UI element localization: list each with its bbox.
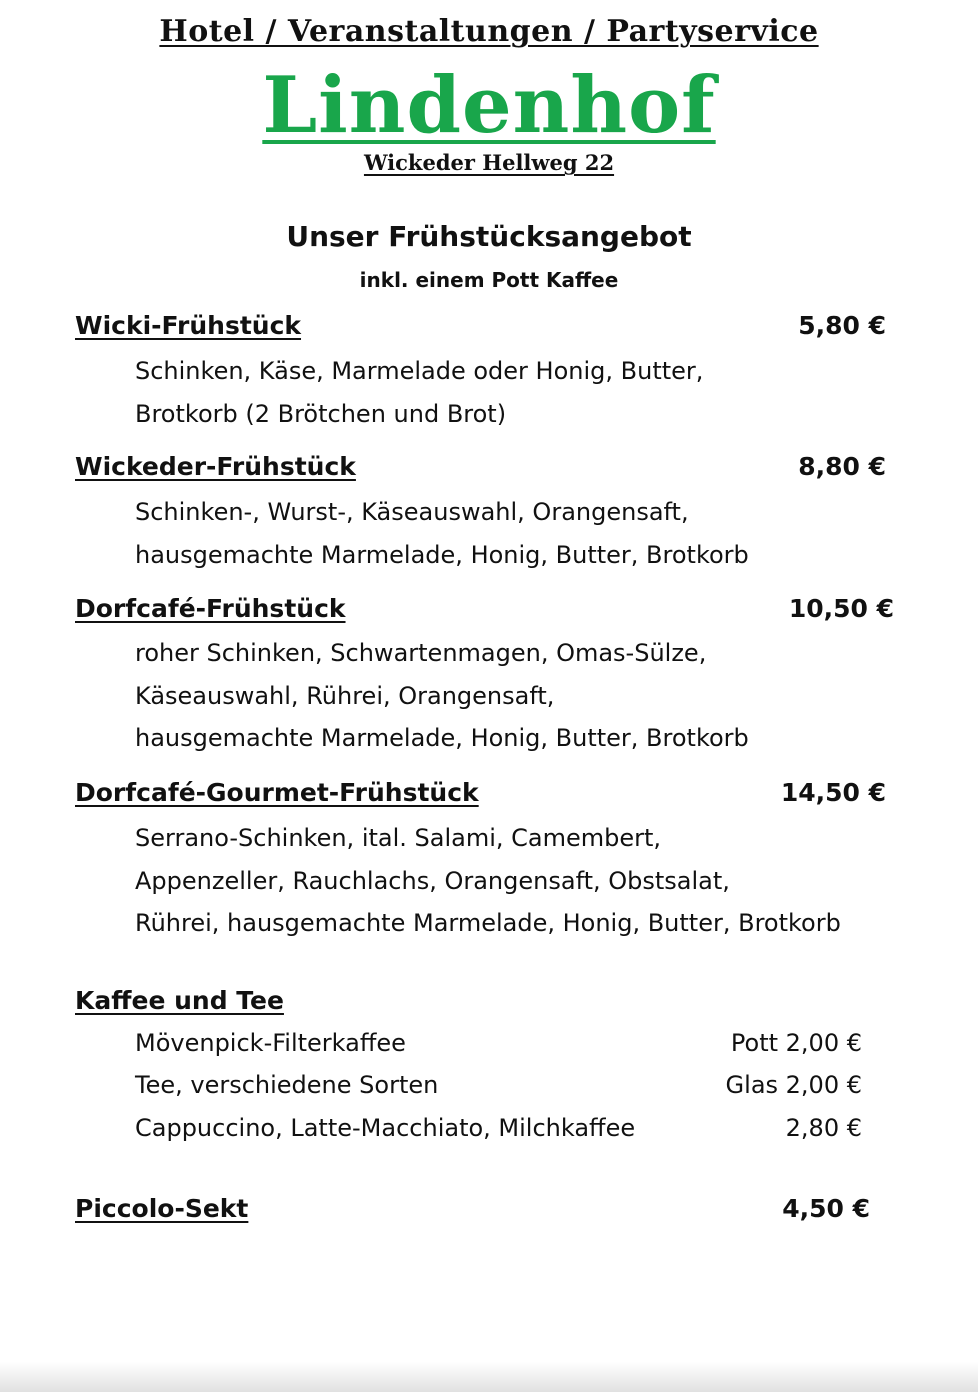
description-line: Brotkorb (2 Brötchen und Brot) (135, 399, 507, 428)
description-line: Rührei, hausgemachte Marmelade, Honig, Butter, Brotkorb (135, 909, 841, 937)
menu-item-name: Dorfcafé-Gourmet-Frühstück (75, 778, 479, 807)
description-line: roher Schinken, Schwartenmagen, Omas-Sülze, (135, 639, 707, 667)
menu-item-description (135, 491, 915, 576)
drink-price: Glas 2,00 € (725, 1071, 862, 1099)
drink-name: Mövenpick-Filterkaffee (135, 1029, 406, 1057)
extra-item-name: Piccolo-Sekt (75, 1194, 249, 1223)
menu-item-name: Dorfcafé-Frühstück (75, 594, 346, 623)
description-line: Schinken, Käse, Marmelade oder Honig, Butter, (135, 357, 704, 385)
menu-item-price: 8,80 € (798, 452, 886, 481)
description-line: hausgemachte Marmelade, Honig, Butter, Brotkorb (135, 540, 749, 569)
header-tagline: Hotel / Veranstaltungen / Partyservice (159, 14, 819, 49)
menu-item-price: 5,80 € (798, 311, 886, 340)
drink-price: Pott 2,00 € (730, 1029, 862, 1057)
menu-item-price: 10,50 € (788, 594, 894, 623)
drink-name: Cappuccino, Latte-Macchiato, Milchkaffee (135, 1114, 636, 1142)
extra-item-price: 4,50 € (782, 1194, 870, 1223)
menu-item-description (135, 350, 915, 435)
description-line: Appenzeller, Rauchlachs, Orangensaft, Obstsalat, (135, 866, 730, 895)
drink-name: Tee, verschiedene Sorten (135, 1071, 439, 1099)
drinks-section-title: Kaffee und Tee (75, 986, 284, 1015)
menu-title: Unser Frühstücksangebot (286, 220, 692, 253)
description-line: Käseauswahl, Rührei, Orangensaft, (135, 681, 555, 710)
drink-price: 2,80 € (785, 1114, 862, 1142)
menu-item-description (135, 632, 915, 760)
hotel-address: Wickeder Hellweg 22 (363, 150, 615, 175)
menu-item-price: 14,50 € (780, 778, 886, 807)
description-line: Serrano-Schinken, ital. Salami, Camembert, (135, 824, 662, 852)
menu-item-description (135, 817, 915, 945)
menu-subtitle: inkl. einem Pott Kaffee (359, 268, 619, 292)
menu-item-name: Wickeder-Frühstück (75, 452, 356, 481)
description-line: Schinken-, Wurst-, Käseauswahl, Orangensaft, (135, 498, 689, 526)
description-line: hausgemachte Marmelade, Honig, Butter, Brotkorb (135, 724, 749, 752)
menu-item-name: Wicki-Frühstück (75, 311, 302, 340)
page-bottom-shadow (0, 1362, 978, 1392)
hotel-name: Lindenhof (262, 60, 716, 151)
